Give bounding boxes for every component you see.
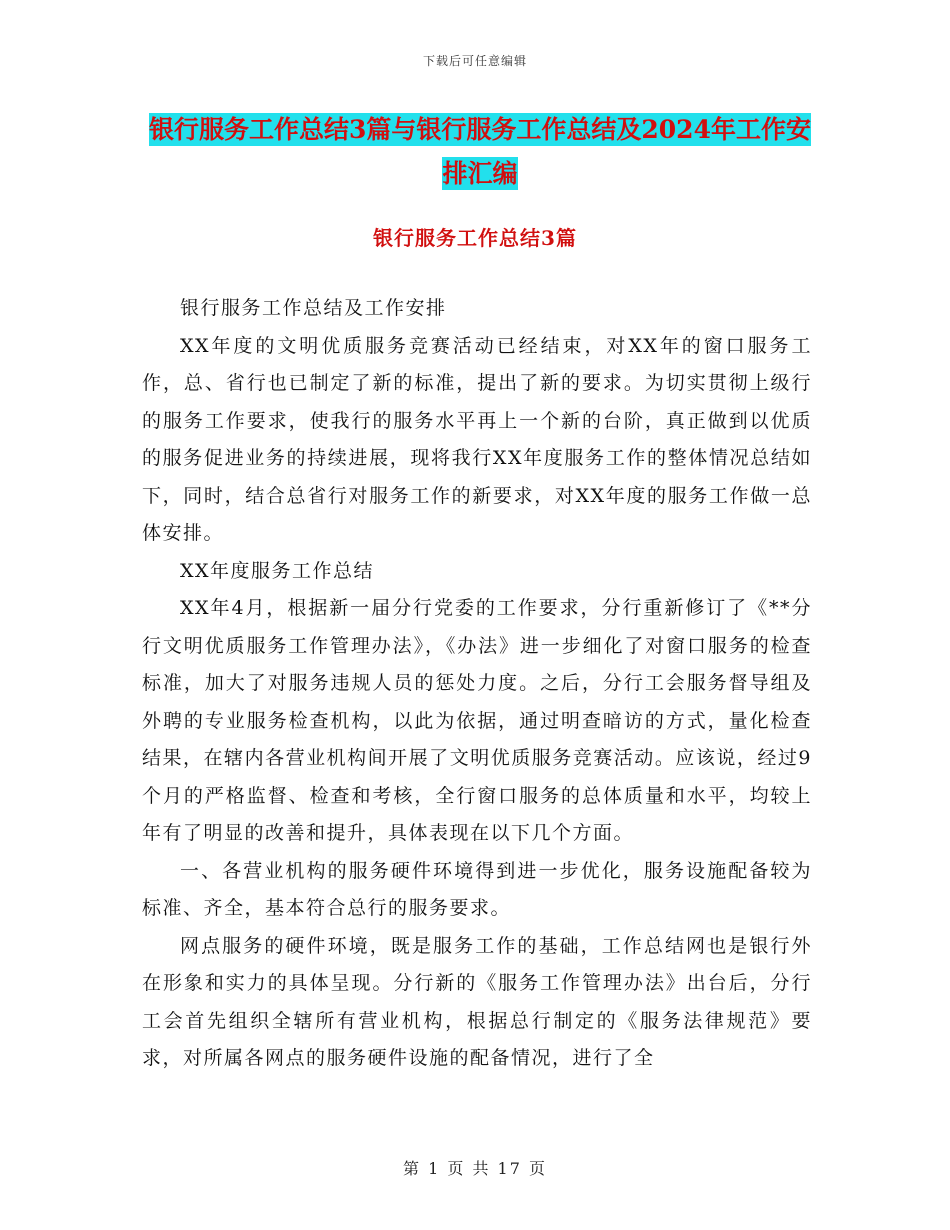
page-number: 第 1 页 共 17 页	[403, 1159, 547, 1178]
paragraph: 银行服务工作总结及工作安排	[180, 297, 447, 319]
paragraph: XX年度的文明优质服务竞赛活动已经结束，对XX年的窗口服务工作，总、省行也已制定了新的标准，提出了新的要求。为切实贯彻上级行的服务工作要求，使我行的服务水平再上一个新的台阶，真正做到以优质的服务促进业务的持续进展，现将我行XX年度服务工作的整体情况总结如下，同时，结合总省行对服务工作的新要求，对XX年度的服务工作做一总体安排。	[142, 334, 812, 544]
document-title-text: 银行服务工作总结3篇与银行服务工作总结及2024年工作安排汇编	[149, 115, 811, 188]
page-header-note: 下载后可任意编辑	[422, 54, 527, 68]
paragraph: 一、各营业机构的服务硬件环境得到进一步优化，服务设施配备较为标准、齐全，基本符合总行的服务要求。	[142, 859, 812, 919]
paragraph: 网点服务的硬件环境，既是服务工作的基础，工作总结网也是银行外在形象和实力的具体呈现。分行新的《服务工作管理办法》出台后，分行工会首先组织全辖所有营业机构，根据总行制定的《服务法律规范》要求，对所属各网点的服务硬件设施的配备情况，进行了全	[142, 934, 812, 1069]
document-body	[142, 290, 812, 1078]
paragraph: XX年4月，根据新一届分行党委的工作要求，分行重新修订了《**分行文明优质服务工作管理办法》，《办法》进一步细化了对窗口服务的检查标准，加大了对服务违规人员的惩处力度。之后，分行工会服务督导组及外聘的专业服务检查机构，以此为依据，通过明查暗访的方式，量化检查结果，在辖内各营业机构间开展了文明优质服务竞赛活动。应该说，经过9个月的严格监督、检查和考核，全行窗口服务的总体质量和水平，均较上年有了明显的改善和提升，具体表现在以下几个方面。	[142, 597, 812, 844]
document-title	[140, 108, 820, 196]
paragraph: XX年度服务工作总结	[180, 559, 375, 582]
section-title: 银行服务工作总结3篇	[373, 226, 577, 250]
